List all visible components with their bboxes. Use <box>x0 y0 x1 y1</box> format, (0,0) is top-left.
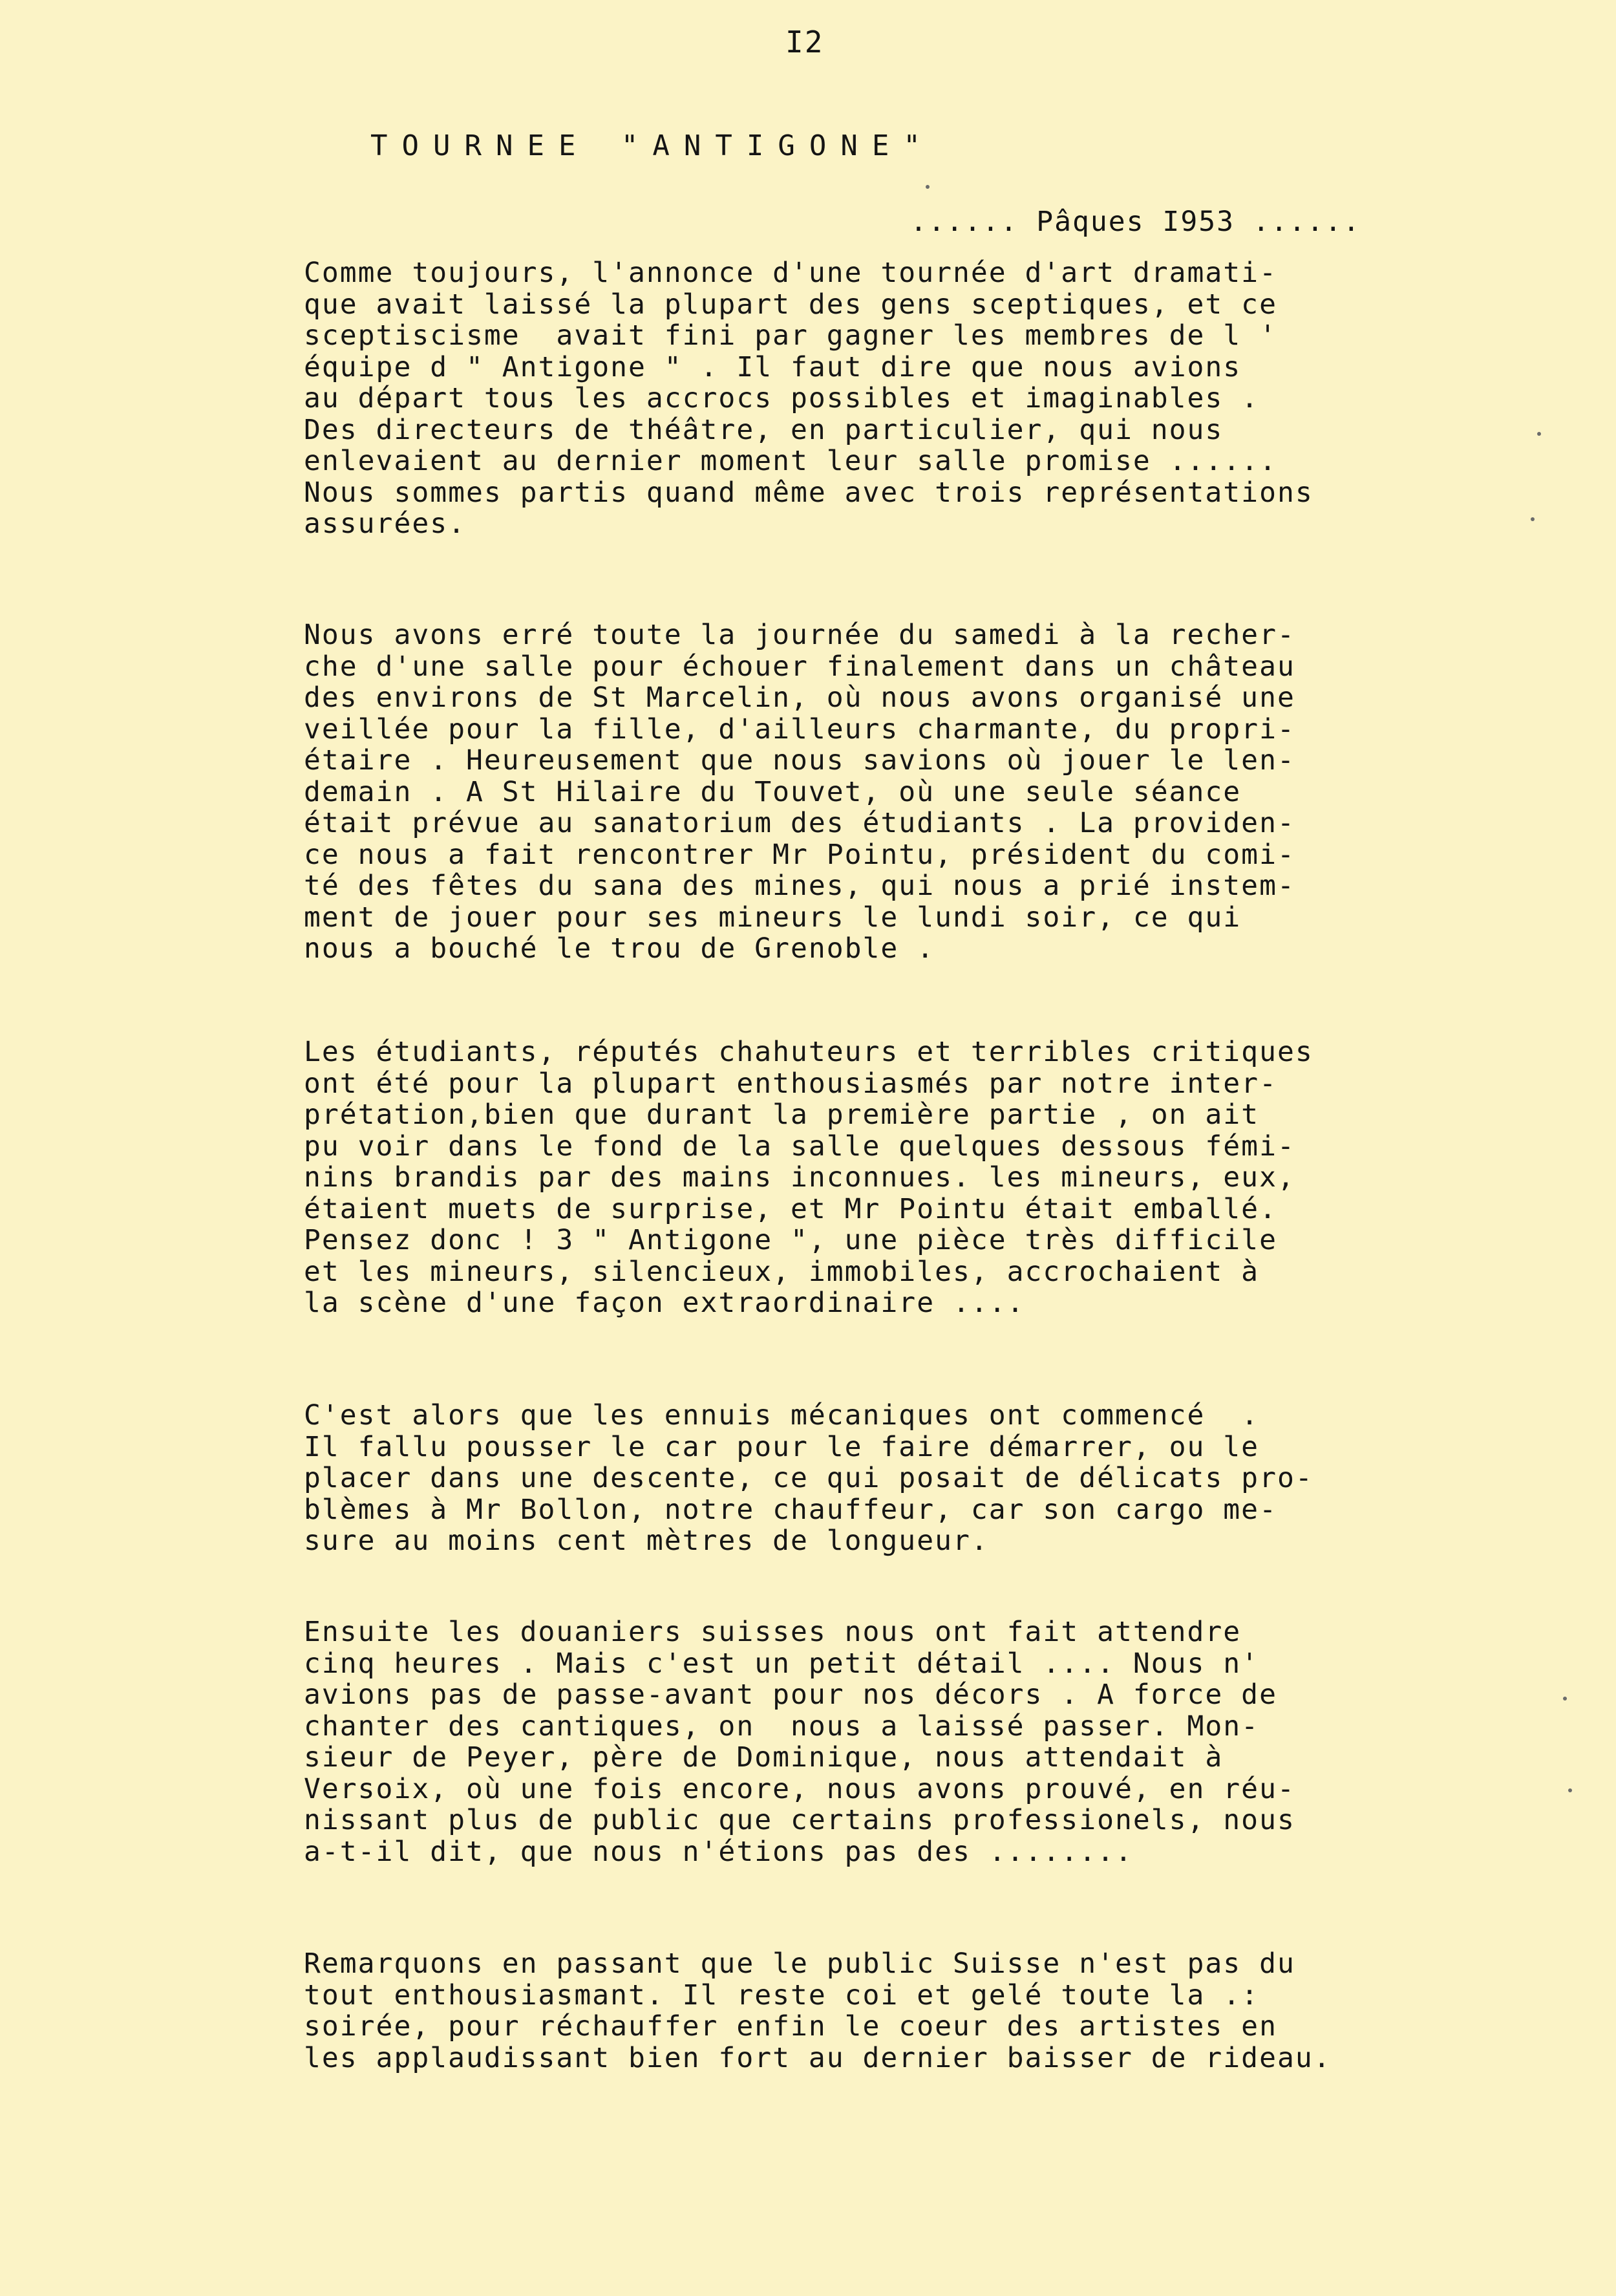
page-number: I2 <box>785 25 824 59</box>
text-line: soirée, pour réchauffer enfin le coeur des artistes en <box>304 2010 1277 2043</box>
date-line: ...... Pâques I953 ...... <box>910 206 1361 238</box>
text-line: nins brandis par des mains inconnues. les mineurs, eux, <box>304 1161 1295 1194</box>
text-line: nissant plus de public que certains professionels, nous <box>304 1804 1295 1836</box>
text-line: Comme toujours, l'annonce d'une tournée d'art dramati- <box>304 257 1277 289</box>
text-line: étaient muets de surprise, et Mr Pointu était emballé. <box>304 1192 1277 1225</box>
text-line: placer dans une descente, ce qui posait de délicats pro- <box>304 1462 1313 1494</box>
page-title: TOURNEE "ANTIGONE" <box>370 129 935 162</box>
paper-speck <box>926 185 930 189</box>
paragraph-mechanical-trouble <box>304 1400 1313 1557</box>
paragraph-saturday <box>304 619 1295 965</box>
paragraph-announcement <box>304 257 1313 540</box>
text-line: Les étudiants, réputés chahuteurs et terribles critiques <box>304 1036 1313 1068</box>
text-line: veillée pour la fille, d'ailleurs charmante, du propri- <box>304 713 1295 746</box>
text-line: chanter des cantiques, on nous a laissé passer. Mon- <box>304 1710 1260 1743</box>
text-line: au départ tous les accrocs possibles et imaginables . <box>304 382 1260 414</box>
text-line: tout enthousiasmant. Il reste coi et gelé toute la .: <box>304 1979 1260 2012</box>
text-line: Ensuite les douaniers suisses nous ont fait attendre <box>304 1616 1242 1648</box>
text-line: té des fêtes du sana des mines, qui nous a prié instem- <box>304 870 1295 902</box>
text-line: équipe d " Antigone " . Il faut dire que nous avions <box>304 350 1242 383</box>
text-line: Nous sommes partis quand même avec trois représentations <box>304 476 1313 509</box>
text-line: pu voir dans le fond de la salle quelques dessous fémi- <box>304 1130 1295 1163</box>
text-line: étaire . Heureusement que nous savions où jouer le len- <box>304 744 1295 777</box>
text-line: sure au moins cent mètres de longueur. <box>304 1525 989 1557</box>
text-line: assurées. <box>304 508 466 540</box>
text-line: les applaudissant bien fort au dernier baisser de rideau. <box>304 2041 1332 2074</box>
text-line: que avait laissé la plupart des gens sceptiques, et ce <box>304 288 1277 321</box>
text-line: Des directeurs de théâtre, en particulier, qui nous <box>304 413 1224 446</box>
text-line: a-t-il dit, que nous n'étions pas des ........ <box>304 1835 1133 1868</box>
text-line: la scène d'une façon extraordinaire .... <box>304 1287 1025 1319</box>
text-line: blèmes à Mr Bollon, notre chauffeur, car son cargo me- <box>304 1493 1277 1526</box>
text-line: sieur de Peyer, père de Dominique, nous attendait à <box>304 1741 1224 1774</box>
text-line: Il fallu pousser le car pour le faire démarrer, ou le <box>304 1430 1260 1463</box>
paper-speck <box>1537 432 1541 436</box>
text-line: che d'une salle pour échouer finalement dans un château <box>304 650 1295 683</box>
text-line: Remarquons en passant que le public Suisse n'est pas du <box>304 1947 1295 1980</box>
text-line: des environs de St Marcelin, où nous avons organisé une <box>304 681 1295 714</box>
paragraph-swiss-public <box>304 1948 1332 2074</box>
paper-speck <box>1563 1697 1567 1701</box>
text-line: enlevaient au dernier moment leur salle promise ...... <box>304 445 1277 477</box>
text-line: Versoix, où une fois encore, nous avons prouvé, en réu- <box>304 1772 1295 1805</box>
text-line: prétation,bien que durant la première partie , on ait <box>304 1099 1260 1131</box>
paragraph-customs <box>304 1616 1295 1867</box>
paper-speck <box>1568 1788 1572 1792</box>
text-line: sceptiscisme avait fini par gagner les membres de l ' <box>304 319 1277 352</box>
text-line: ce nous a fait rencontrer Mr Pointu, président du comi- <box>304 838 1295 871</box>
text-line: et les mineurs, silencieux, immobiles, accrochaient à <box>304 1255 1260 1288</box>
text-line: Pensez donc ! 3 " Antigone ", une pièce très difficile <box>304 1224 1277 1256</box>
text-line: demain . A St Hilaire du Touvet, où une seule séance <box>304 775 1242 808</box>
paragraph-students <box>304 1036 1313 1319</box>
text-line: ment de jouer pour ses mineurs le lundi soir, ce qui <box>304 901 1242 934</box>
text-line: nous a bouché le trou de Grenoble . <box>304 932 935 965</box>
text-line: était prévue au sanatorium des étudiants . La providen- <box>304 807 1295 839</box>
text-line: C'est alors que les ennuis mécaniques ont commencé . <box>304 1399 1260 1432</box>
text-line: Nous avons erré toute la journée du samedi à la recher- <box>304 619 1295 651</box>
paper-speck <box>1531 517 1535 521</box>
text-line: ont été pour la plupart enthousiasmés par notre inter- <box>304 1067 1277 1100</box>
text-line: cinq heures . Mais c'est un petit détail .... Nous n' <box>304 1647 1260 1680</box>
text-line: avions pas de passe-avant pour nos décors . A force de <box>304 1679 1277 1711</box>
